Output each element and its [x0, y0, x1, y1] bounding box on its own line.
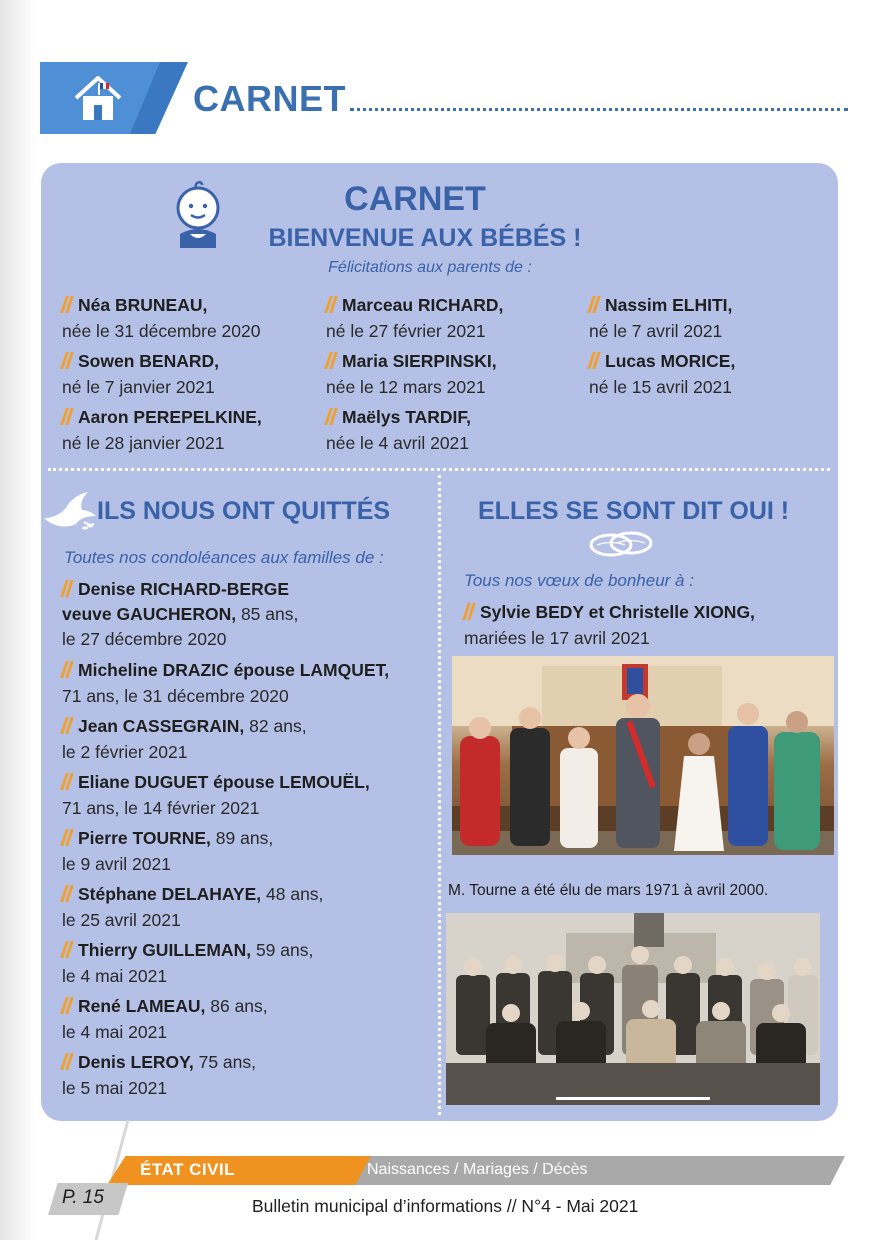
birth-entry: Néa BRUNEAU, née le 31 décembre 2020: [62, 295, 261, 341]
birth-entry: Maëlys TARDIF, née le 4 avril 2021: [326, 407, 472, 453]
dotted-separator-horizontal: [48, 468, 830, 471]
marriages-intro: Tous nos vœux de bonheur à :: [464, 571, 694, 590]
header-title: CARNET: [193, 78, 346, 119]
bulletin-info: Bulletin municipal d’informations // N°4 - Mai 2021: [252, 1196, 639, 1216]
double-slash-icon: [62, 580, 72, 597]
death-entry: Denise RICHARD-BERGE veuve GAUCHERON, 85 ans, le 27 décembre 2020: [62, 579, 299, 649]
double-slash-icon: [62, 997, 72, 1014]
deaths-intro: Toutes nos condoléances aux familles de :: [64, 548, 384, 567]
double-slash-icon: [62, 408, 72, 425]
wedding-photo: [452, 656, 834, 855]
double-slash-icon: [589, 352, 599, 369]
births-column-3: [589, 292, 735, 404]
death-entry: Eliane DUGUET épouse LEMOUËL, 71 ans, le 14 février 2021: [62, 772, 370, 818]
double-slash-icon: [62, 1053, 72, 1070]
baby-icon: [172, 178, 224, 250]
marriages-title: ELLES SE SONT DIT OUI !: [478, 497, 790, 525]
double-slash-icon: [62, 717, 72, 734]
photo-caption: M. Tourne a été élu de mars 1971 à avril 2000.: [448, 882, 769, 899]
header-dotted-rule: [350, 108, 848, 111]
death-entry: Micheline DRAZIC épouse LAMQUET, 71 ans, le 31 décembre 2020: [62, 660, 390, 706]
deaths-list: [62, 577, 389, 1105]
wedding-rings-icon: [585, 528, 657, 560]
birth-entry: Marceau RICHARD, né le 27 février 2021: [326, 295, 504, 341]
births-column-2: [326, 292, 503, 460]
double-slash-icon: [326, 408, 336, 425]
dotted-separator-vertical: [438, 475, 441, 1115]
births-subtitle: BIENVENUE AUX BÉBÉS !: [268, 224, 582, 252]
footer-topics: Naissances / Mariages / Décès: [367, 1161, 588, 1178]
footer-section-label: ÉTAT CIVIL: [140, 1160, 236, 1179]
dove-icon: [40, 488, 98, 532]
death-entry: Jean CASSEGRAIN, 82 ans, le 2 février 2021: [62, 716, 307, 762]
double-slash-icon: [62, 352, 72, 369]
double-slash-icon: [62, 773, 72, 790]
double-slash-icon: [62, 941, 72, 958]
double-slash-icon: [62, 296, 72, 313]
deaths-title: ILS NOUS ONT QUITTÉS: [97, 497, 391, 525]
house-with-flag-icon: [70, 70, 126, 126]
death-entry: Pierre TOURNE, 89 ans, le 9 avril 2021: [62, 828, 274, 874]
birth-entry: Nassim ELHITI, né le 7 avril 2021: [589, 295, 733, 341]
wedding-photo-illustration: [452, 656, 834, 855]
births-column-1: [62, 292, 262, 460]
births-title: CARNET: [344, 180, 486, 218]
death-entry: Stéphane DELAHAYE, 48 ans, le 25 avril 2021: [62, 884, 324, 930]
birth-entry: Sowen BENARD, né le 7 janvier 2021: [62, 351, 219, 397]
archive-photo-illustration: [446, 913, 820, 1105]
double-slash-icon: [62, 661, 72, 678]
death-entry: Thierry GUILLEMAN, 59 ans, le 4 mai 2021: [62, 940, 314, 986]
double-slash-icon: [62, 885, 72, 902]
birth-entry: Lucas MORICE, né le 15 avril 2021: [589, 351, 736, 397]
page-number: P. 15: [62, 1187, 104, 1208]
birth-entry: Maria SIERPINSKI, née le 12 mars 2021: [326, 351, 497, 397]
births-intro: Félicitations aux parents de :: [328, 259, 532, 276]
double-slash-icon: [326, 296, 336, 313]
birth-entry: Aaron PEREPELKINE, né le 28 janvier 2021: [62, 407, 262, 453]
death-entry: Denis LEROY, 75 ans, le 5 mai 2021: [62, 1052, 257, 1098]
death-entry: René LAMEAU, 86 ans, le 4 mai 2021: [62, 996, 268, 1042]
double-slash-icon: [589, 296, 599, 313]
double-slash-icon: [326, 352, 336, 369]
archive-council-photo: [446, 913, 820, 1105]
marriage-entry: Sylvie BEDY et Christelle XIONG, mariées le 17 avril 2021: [464, 602, 755, 648]
double-slash-icon: [62, 829, 72, 846]
double-slash-icon: [464, 603, 474, 620]
